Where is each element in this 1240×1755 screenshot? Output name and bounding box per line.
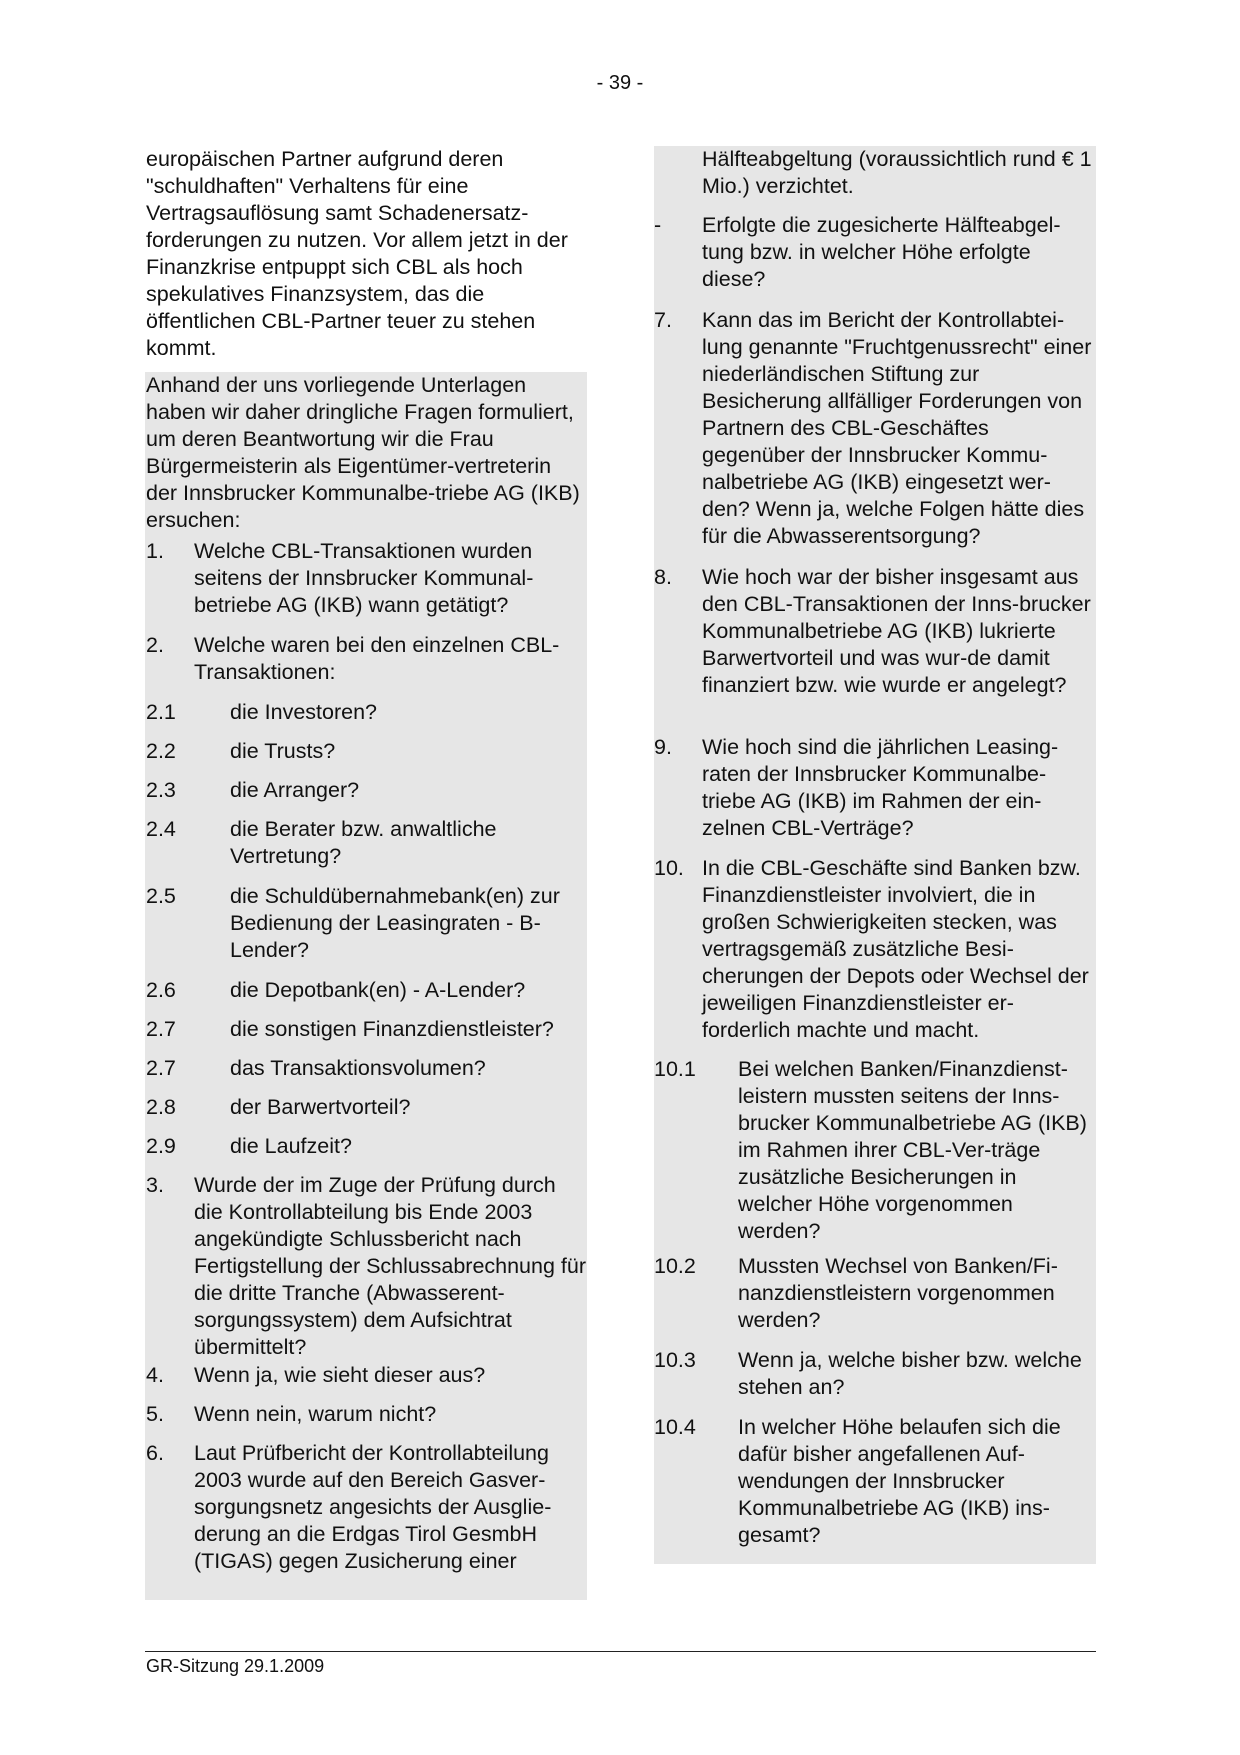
question-10-2 [654, 1253, 1094, 1334]
question-8 [654, 564, 1094, 699]
page-number: - 39 - [596, 72, 644, 94]
question-9 [654, 734, 1094, 842]
question-number: 10.3 [654, 1348, 696, 1372]
question-number: 2.5 [146, 884, 176, 908]
question-number: 2.6 [146, 978, 176, 1002]
question-2-9 [146, 1133, 586, 1160]
question-number: 5. [146, 1402, 164, 1426]
question-text: Kann das im Bericht der Kontrollabtei-lung genannte "Fruchtgenussrecht" einer niederländischen Stiftung zur Besicherung allfälliger Forderungen von Partnern des CBL-Geschäftes gegenüber der Innsbrucker Kommu-nalbetriebe AG (IKB) eingesetzt wer-den? Wenn ja, welche Folgen hätte dies für die Abwasserentsorgung? [702, 308, 1092, 548]
intro-paragraph: europäischen Partner aufgrund deren "schuldhaften" Verhaltens für eine Vertragsauflösung samt Schadenersatz-forderungen zu nutzen. Vor allem jetzt in der Finanzkrise entpuppt sich CBL als hoch spekulatives Finanzsystem, das die öffentlichen CBL-Partner teuer zu stehen kommt. [146, 147, 568, 360]
question-number: - [654, 213, 662, 237]
question-text: die Arranger? [230, 778, 360, 802]
question-2-8 [146, 1094, 586, 1121]
question-2-6 [146, 977, 586, 1004]
question-dash [654, 212, 1094, 293]
question-text: In die CBL-Geschäfte sind Banken bzw. Finanzdienstleister involviert, die in großen Schwierigkeiten stecken, was vertragsgemäß zusätzliche Besi-cherungen der Depots oder Wechsel der jeweiligen Finanzdienstleister er-forderlich machte und macht. [702, 856, 1089, 1042]
question-10-4 [654, 1414, 1094, 1549]
question-2 [146, 632, 586, 686]
question-text: Mussten Wechsel von Banken/Fi-nanzdienstleistern vorgenommen werden? [738, 1254, 1058, 1332]
footer-session-date: GR-Sitzung 29.1.2009 [146, 1656, 325, 1676]
question-number: 4. [146, 1363, 164, 1387]
question-2-4 [146, 816, 586, 870]
question-number: 10.4 [654, 1415, 696, 1439]
question-10-3 [654, 1347, 1094, 1401]
question-text: Wie hoch sind die jährlichen Leasing-raten der Innsbrucker Kommunalbe-triebe AG (IKB) im Rahmen der ein-zelnen CBL-Verträge? [702, 735, 1059, 840]
question-number: 9. [654, 735, 672, 759]
lead-paragraph: Anhand der uns vorliegende Unterlagen haben wir daher dringliche Fragen formuliert, um deren Beantwortung wir die Frau Bürgermeisterin als Eigentümer-vertreterin der Innsbrucker Kommunalbe-triebe AG (IKB) ersuchen: [146, 373, 580, 532]
question-number: 10. [654, 856, 684, 880]
question-5 [146, 1401, 586, 1428]
question-number: 2.7 [146, 1056, 176, 1080]
question-text: die Depotbank(en) - A-Lender? [230, 978, 526, 1002]
question-number: 2.8 [146, 1095, 176, 1119]
question-number: 10.1 [654, 1057, 696, 1081]
question-number: 2.9 [146, 1134, 176, 1158]
question-number: 1. [146, 539, 164, 563]
question-number: 2.1 [146, 700, 176, 724]
question-10-1 [654, 1056, 1094, 1245]
question-number: 2.4 [146, 817, 176, 841]
question-text: Bei welchen Banken/Finanzdienst-leistern mussten seitens der Inns-brucker Kommunalbetriebe AG (IKB) im Rahmen ihrer CBL-Ver-träge zusätzliche Besicherungen in welcher Höhe vorgenommen werden? [738, 1057, 1087, 1243]
question-6 [146, 1440, 586, 1575]
question-text: Wurde der im Zuge der Prüfung durch die Kontrollabteilung bis Ende 2003 angekündigte Schlussbericht nach Fertigstellung der Schlussabrechnung für die dritte Tranche (Abwasserent-sorgungssystem) dem Aufsichtrat übermittelt? [194, 1173, 586, 1359]
question-number: 2. [146, 633, 164, 657]
question-text: Welche waren bei den einzelnen CBL-Transaktionen: [194, 633, 560, 684]
question-text: Welche CBL-Transaktionen wurden seitens der Innsbrucker Kommunal-betriebe AG (IKB) wann getätigt? [194, 539, 534, 617]
question-number: 3. [146, 1173, 164, 1197]
question-number: 8. [654, 565, 672, 589]
question-text: die Berater bzw. anwaltliche Vertretung? [230, 817, 497, 868]
question-6-continuation [654, 146, 1094, 200]
question-text: Wenn ja, welche bisher bzw. welche stehen an? [738, 1348, 1082, 1399]
question-text: Wenn ja, wie sieht dieser aus? [194, 1363, 486, 1387]
question-number: 10.2 [654, 1254, 696, 1278]
question-text: Laut Prüfbericht der Kontrollabteilung 2003 wurde auf den Bereich Gasver-sorgungsnetz angesichts der Ausglie-derung an die Erdgas Tirol GesmbH (TIGAS) gegen Zusicherung einer [194, 1441, 552, 1573]
question-2-3 [146, 777, 586, 804]
question-10 [654, 855, 1094, 1044]
question-number: 2.3 [146, 778, 176, 802]
question-text: Wie hoch war der bisher insgesamt aus den CBL-Transaktionen der Inns-brucker Kommunalbetriebe AG (IKB) lukrierte Barwertvorteil und was wur-de damit finanziert bzw. wie wurde er angelegt? [702, 565, 1091, 697]
question-2-5 [146, 883, 586, 964]
question-text: die Trusts? [230, 739, 336, 763]
question-text: das Transaktionsvolumen? [230, 1056, 486, 1080]
question-text: die Schuldübernahmebank(en) zur Bedienung der Leasingraten - B-Lender? [230, 884, 560, 962]
footer-divider [145, 1651, 1096, 1652]
question-text: der Barwertvorteil? [230, 1095, 411, 1119]
question-2-7a [146, 1016, 586, 1043]
question-2-2 [146, 738, 586, 765]
question-text: die Investoren? [230, 700, 378, 724]
question-text: die sonstigen Finanzdienstleister? [230, 1017, 554, 1041]
question-2-7b [146, 1055, 586, 1082]
question-number: 2.7 [146, 1017, 176, 1041]
question-text: Erfolgte die zugesicherte Hälfteabgel-tung bzw. in welcher Höhe erfolgte diese? [702, 213, 1061, 291]
question-text: Wenn nein, warum nicht? [194, 1402, 437, 1426]
question-text: die Laufzeit? [230, 1134, 352, 1158]
question-text: In welcher Höhe belaufen sich die dafür bisher angefallenen Auf-wendungen der Innsbrucker Kommunalbetriebe AG (IKB) ins-gesamt? [738, 1415, 1061, 1547]
question-number: 2.2 [146, 739, 176, 763]
question-number: 7. [654, 308, 672, 332]
question-3 [146, 1172, 586, 1361]
question-1 [146, 538, 586, 619]
question-number: 6. [146, 1441, 164, 1465]
question-4 [146, 1362, 586, 1389]
question-7 [654, 307, 1094, 550]
question-2-1 [146, 699, 586, 726]
continuation-text: Hälfteabgeltung (voraussichtlich rund € 1 Mio.) verzichtet. [702, 147, 1092, 198]
